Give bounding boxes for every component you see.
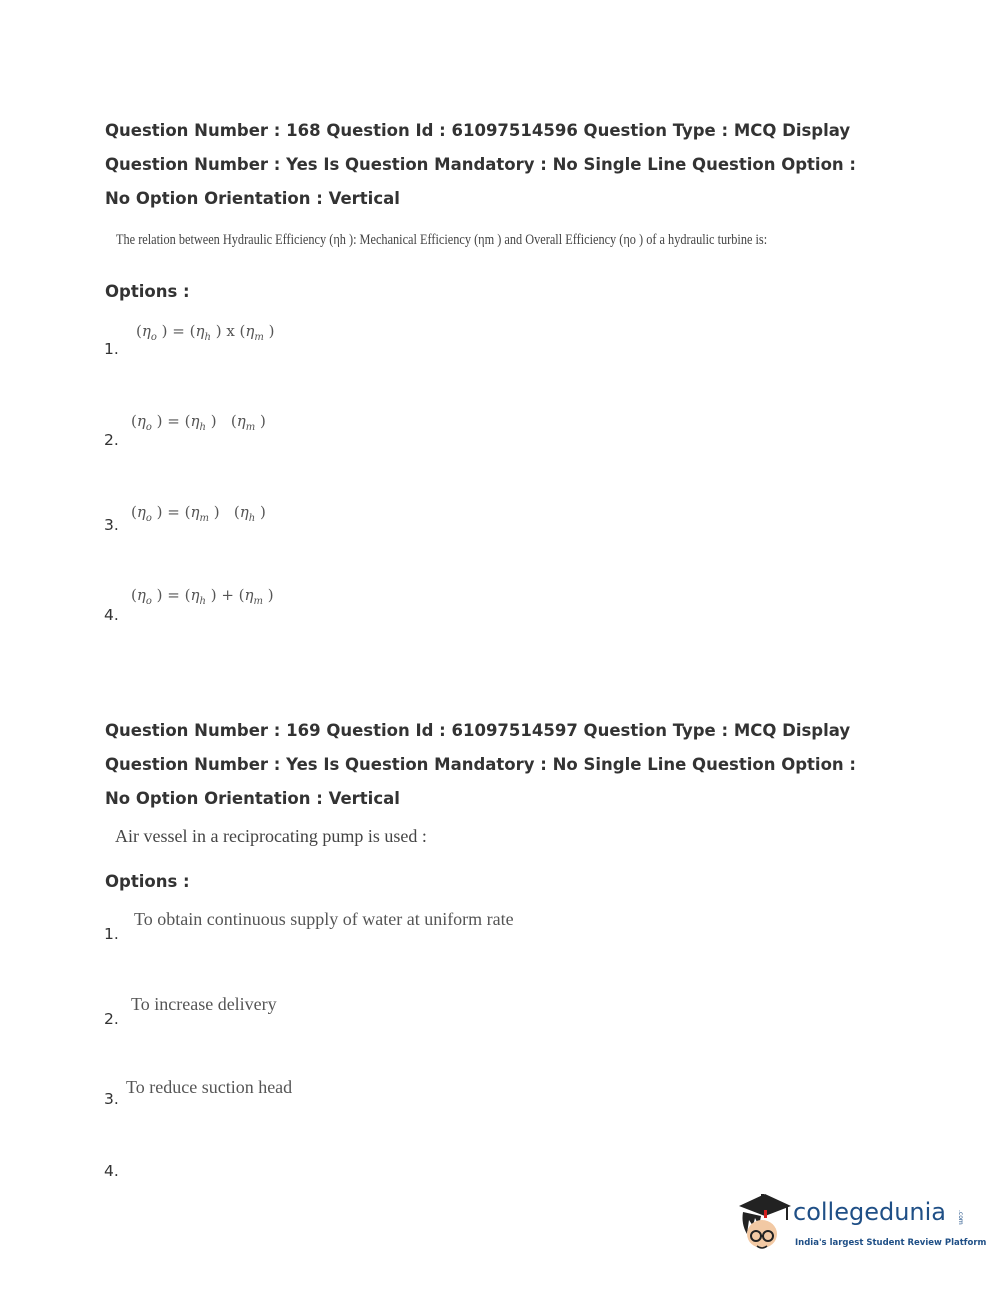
option-number: 3. — [104, 1090, 119, 1108]
question-168-text — [116, 232, 767, 249]
question-168-text-content: The relation between Hydraulic Efficiency (ηh ): Mechanical Efficiency (ηm ) and Overall Efficiency (ηo ) of a hydraulic turbine is: — [116, 232, 768, 248]
question-169-header: Question Number : 169 Question Id : 61097514597 Question Type : MCQ Display Question Number : Yes Is Question Mandatory : No Single Line Question Option : No Option Orientation : Vertical — [105, 721, 857, 808]
logo-name: collegedunia — [793, 1198, 947, 1226]
question-169-text: Air vessel in a reciprocating pump is used : — [115, 826, 427, 846]
option-number: 2. — [104, 1010, 119, 1028]
question-168-header: Question Number : 168 Question Id : 61097514596 Question Type : MCQ Display Question Number : Yes Is Question Mandatory : No Single Line Question Option : No Option Orientation : Vertical — [105, 121, 857, 208]
option-number: 2. — [104, 431, 119, 449]
options-label: Options : — [105, 282, 190, 301]
option-1-text: To obtain continuous supply of water at uniform rate — [134, 909, 514, 929]
option-1-formula: ($\eta_o$ ) = ($\eta_h$ ) x ($\eta_m$ ) — [136, 322, 275, 343]
option-number: 1. — [104, 340, 119, 358]
option-2-text: To increase delivery — [131, 994, 277, 1014]
option-2-formula: ($\eta_o$ ) = ($\eta_h$ ) ($\eta_m$ ) — [131, 412, 266, 433]
option-number: 4. — [104, 606, 119, 624]
options-label: Options : — [105, 872, 190, 891]
option-number: 1. — [104, 925, 119, 943]
option-4-formula: ($\eta_o$ ) = ($\eta_h$ ) + ($\eta_m$ ) — [131, 586, 274, 607]
logo-tagline: India's largest Student Review Platform — [795, 1238, 987, 1248]
logo-suffix: .com — [957, 1210, 964, 1225]
option-3-formula: ($\eta_o$ ) = ($\eta_m$ ) ($\eta_h$ ) — [131, 503, 266, 524]
option-3-text: To reduce suction head — [126, 1077, 293, 1097]
option-number: 4. — [104, 1162, 119, 1180]
mascot-icon — [735, 1190, 793, 1258]
collegedunia-logo — [735, 1190, 987, 1260]
option-number: 3. — [104, 516, 119, 534]
